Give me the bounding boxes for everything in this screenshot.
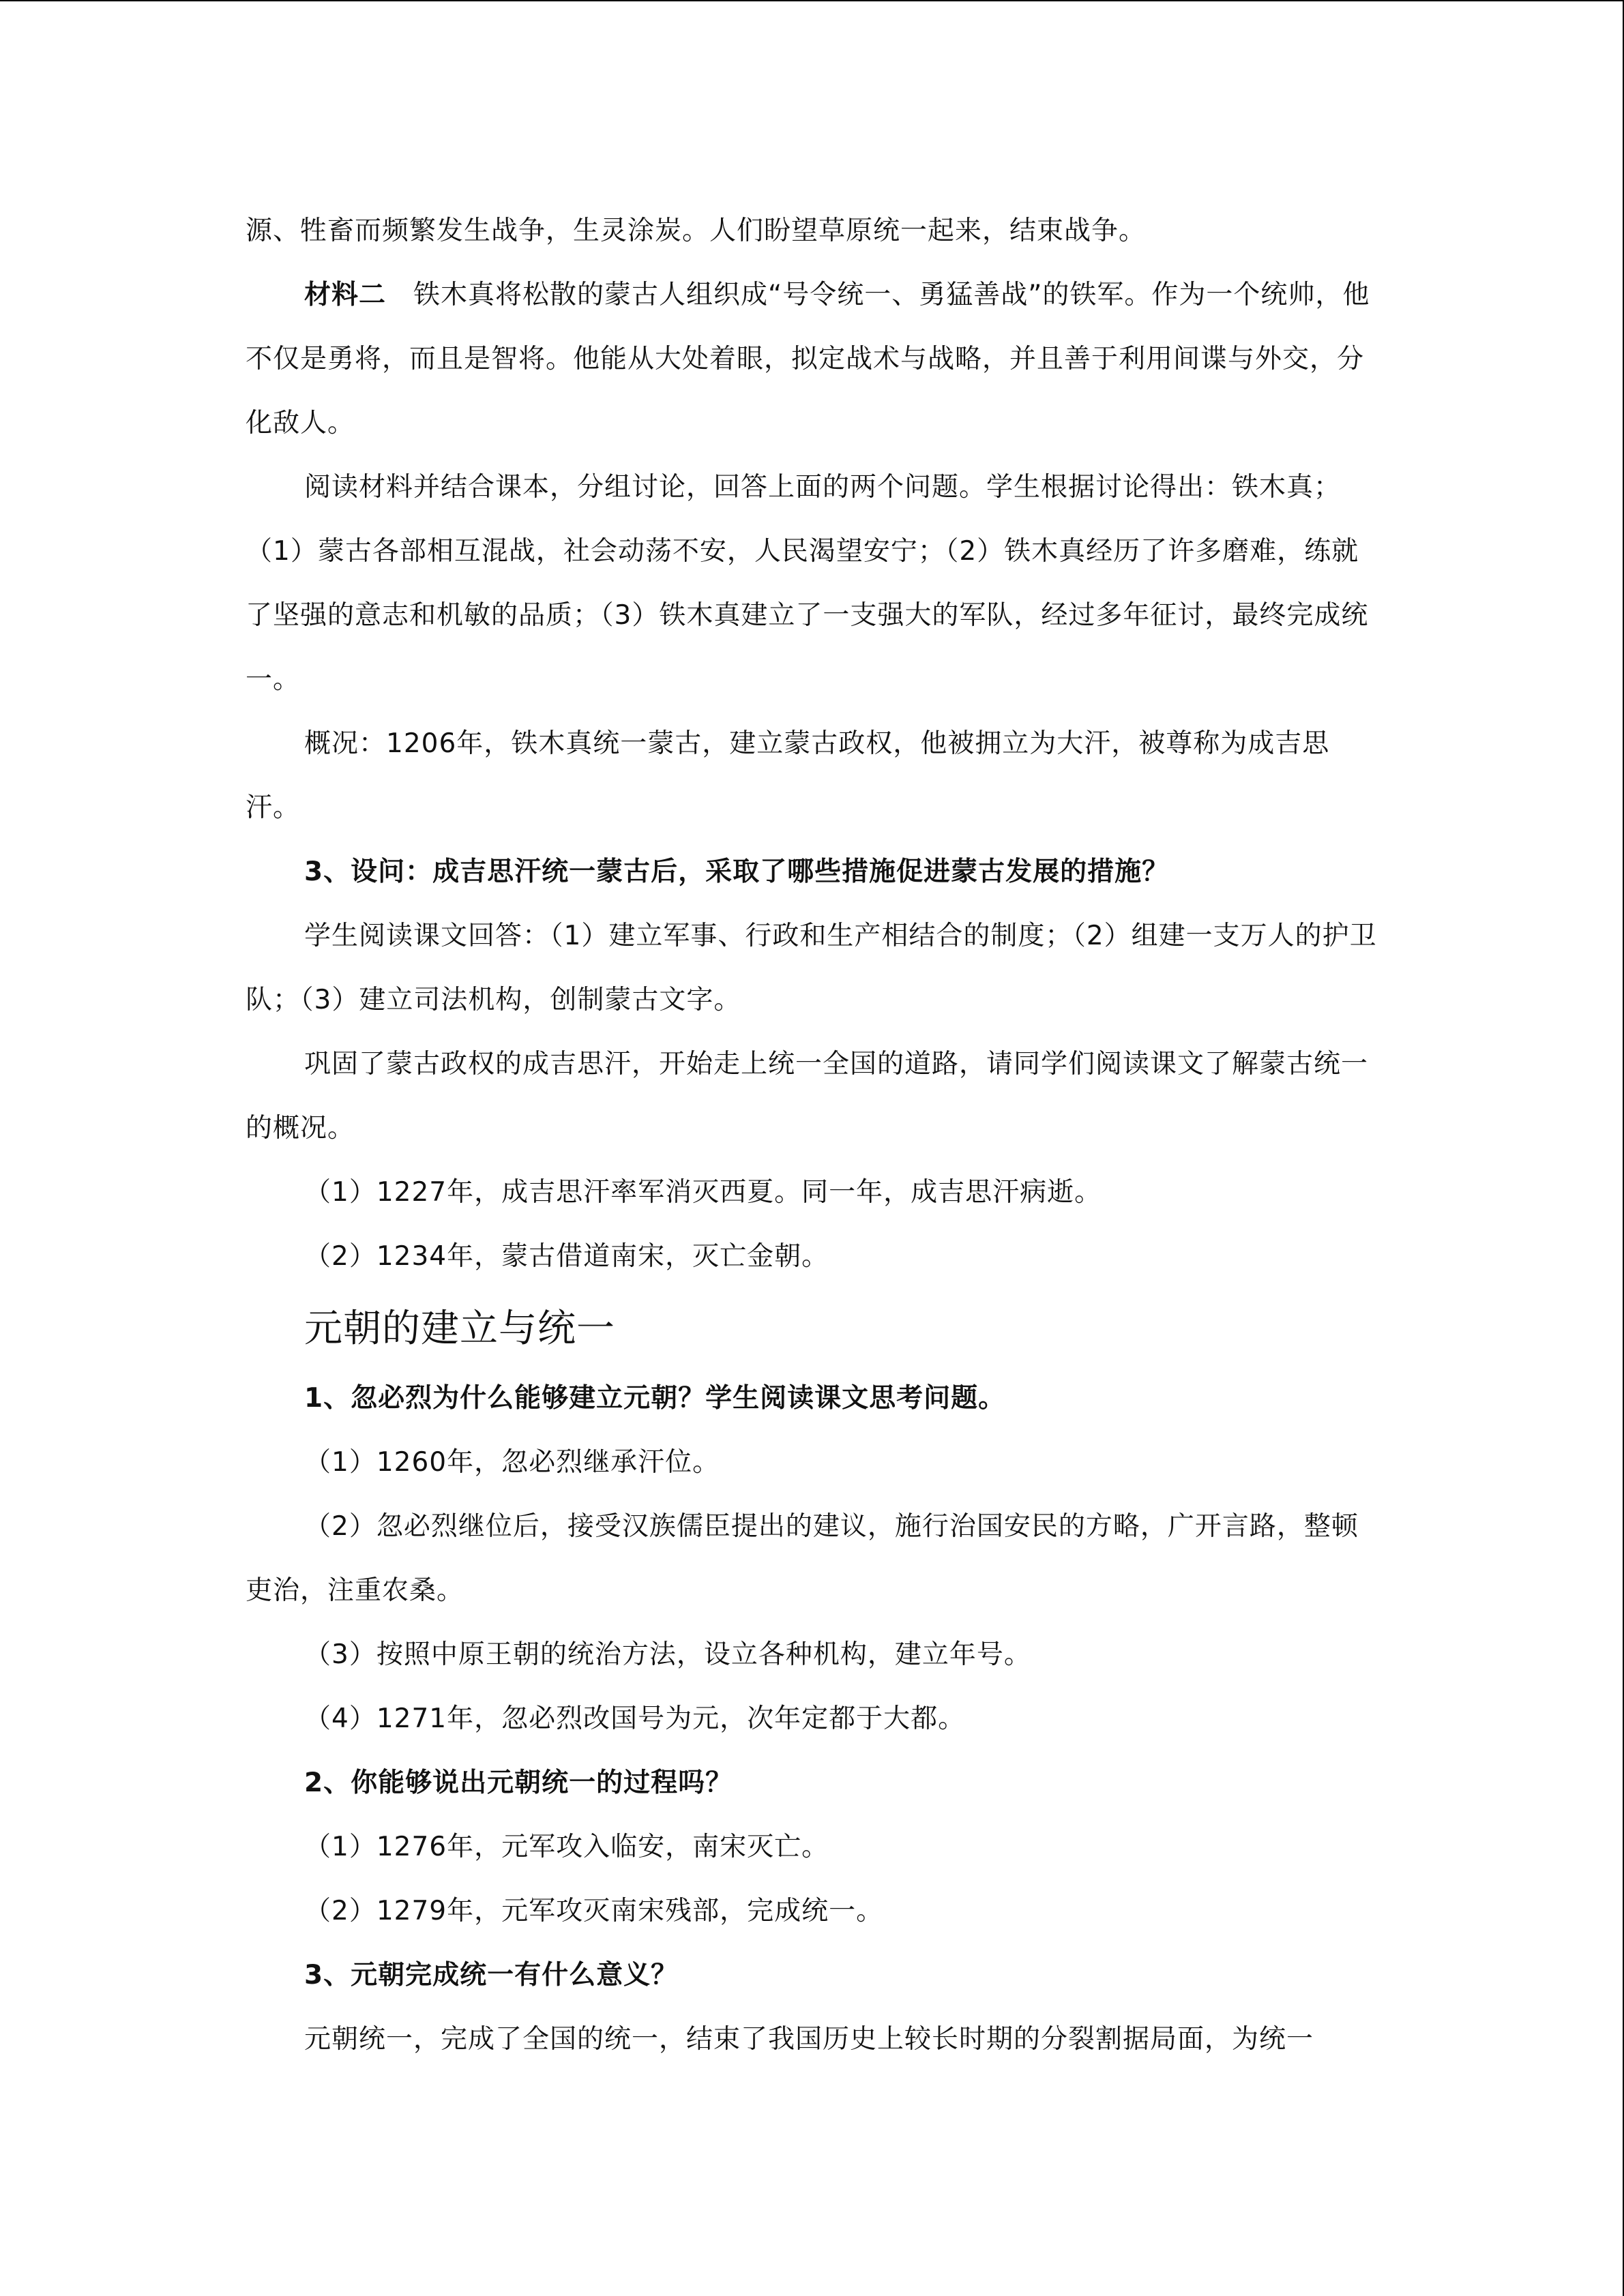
- material-two-paragraph: [246, 263, 1378, 456]
- list-item: （4）1271年，忽必烈改国号为元，次年定都于大都。: [304, 1703, 966, 1734]
- overview-paragraph: 概况：1206年，铁木真统一蒙古，建立蒙古政权，他被拥立为大汗，被尊称为成吉思汗。: [246, 728, 1330, 823]
- unification-intro-paragraph: 巩固了蒙古政权的成吉思汗，开始走上统一全国的道路，请同学们阅读课文了解蒙古统一的概况。: [246, 1049, 1369, 1144]
- material-two-label: 材料二: [304, 280, 387, 310]
- material-two-text: 铁木真将松散的蒙古人组织成“号令统一、勇猛善战”的铁军。作为一个统帅，他不仅是勇将，而且是智将。他能从大处着眼，拟定战术与战略，并且善于利用间谍与外交，分化敌人。: [246, 280, 1370, 438]
- section-heading: 元朝的建立与统一: [304, 1307, 615, 1351]
- question-two-heading: 2、你能够说出元朝统一的过程吗？: [304, 1768, 733, 1798]
- list-item: （1）1260年，忽必烈继承汗位。: [304, 1447, 720, 1478]
- question-one-heading: 1、忽必烈为什么能够建立元朝？学生阅读课文思考问题。: [304, 1383, 1006, 1414]
- significance-paragraph: 元朝统一，完成了全国的统一，结束了我国历史上较长时期的分裂割据局面，为统一: [304, 2024, 1314, 2055]
- list-item: （2）1279年，元军攻灭南宋残部，完成统一。: [304, 1896, 884, 1926]
- list-item: （1）1276年，元军攻入临安，南宋灭亡。: [304, 1832, 829, 1862]
- list-item: （2）1234年，蒙古借道南宋，灭亡金朝。: [304, 1241, 829, 1272]
- student-answer-paragraph: 学生阅读课文回答：（1）建立军事、行政和生产相结合的制度；（2）组建一支万人的护卫队；（3）建立司法机构，创制蒙古文字。: [246, 921, 1377, 1015]
- list-item: （2）忽必烈继位后，接受汉族儒臣提出的建议，施行治国安民的方略，广开言路，整顿吏治，注重农桑。: [246, 1511, 1359, 1606]
- discussion-paragraph: 阅读材料并结合课本，分组讨论，回答上面的两个问题。学生根据讨论得出：铁木真；（1）蒙古各部相互混战，社会动荡不安，人民渴望安宁；（2）铁木真经历了许多磨难，练就了坚强的意志和机敏的品质；（3）铁木真建立了一支强大的军队，经过多年征讨，最终完成统一。: [246, 472, 1369, 695]
- list-item: （1）1227年，成吉思汗率军消灭西夏。同一年，成吉思汗病逝。: [304, 1177, 1102, 1208]
- paragraph-continued: 源、牲畜而频繁发生战争，生灵涂炭。人们盼望草原统一起来，结束战争。: [246, 215, 1147, 246]
- list-item: （3）按照中原王朝的统治方法，设立各种机构，建立年号。: [304, 1639, 1031, 1670]
- document-body: [246, 199, 1378, 2072]
- question-three-heading: 3、设问：成吉思汗统一蒙古后，采取了哪些措施促进蒙古发展的措施？: [304, 856, 1170, 887]
- question-three-section-heading: 3、元朝完成统一有什么意义？: [304, 1960, 679, 1991]
